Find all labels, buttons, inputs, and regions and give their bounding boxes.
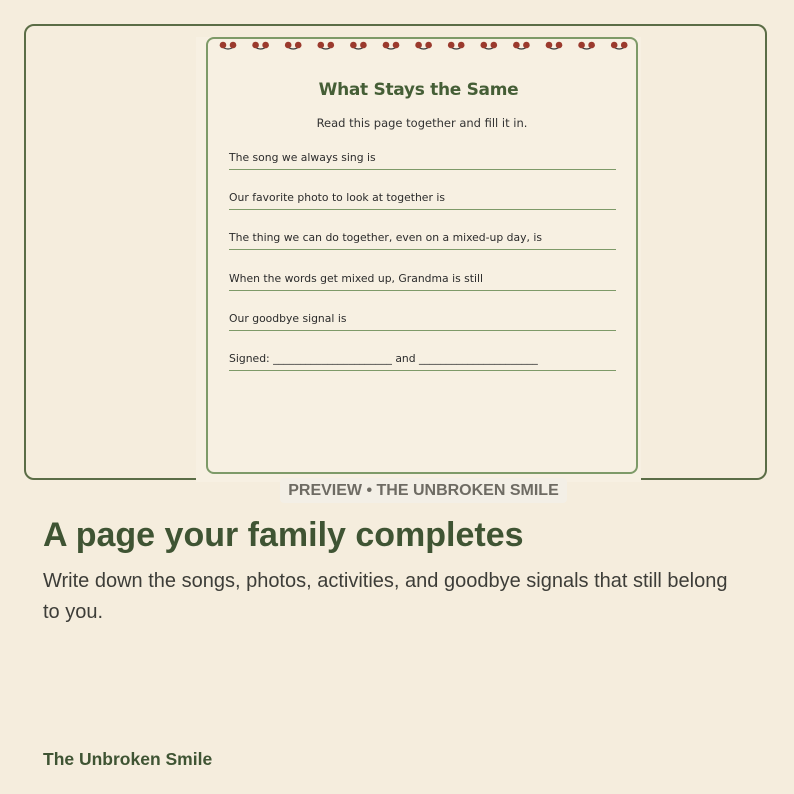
worksheet-title: What Stays the Same	[318, 80, 519, 100]
heart-garland-ornament	[578, 42, 595, 49]
heart-garland-ornament	[350, 42, 367, 49]
heart-garland-ornament	[383, 42, 400, 49]
headline: A page your family completes	[43, 516, 524, 554]
brand-name: The Unbroken Smile	[43, 749, 213, 769]
field-still: When the words get mixed up, Grandma is still	[229, 272, 616, 291]
preview-badge: PREVIEW • THE UNBROKEN SMILE	[280, 478, 567, 503]
heart-garland-ornament	[611, 42, 628, 49]
worksheet-subtitle: Read this page together and fill it in.	[316, 116, 528, 130]
worksheet-preview	[196, 37, 641, 499]
heart-garland-ornament	[546, 42, 563, 49]
field-song: The song we always sing is	[229, 151, 616, 170]
heart-garland-ornament	[415, 42, 432, 49]
heart-garland-ornament	[448, 42, 465, 49]
worksheet-border	[206, 37, 638, 474]
field-activity: The thing we can do together, even on a mixed-up day, is	[229, 231, 616, 250]
heart-garland-ornament	[220, 42, 237, 49]
preview-frame	[24, 24, 767, 499]
heart-garland-icon	[214, 39, 632, 57]
heart-garland-ornament	[513, 42, 530, 49]
field-photo: Our favorite photo to look at together is	[229, 191, 616, 210]
heart-garland-ornament	[285, 42, 302, 49]
heart-garland-ornament	[481, 42, 498, 49]
heart-garland-ornament	[252, 42, 269, 49]
description: Write down the songs, photos, activities, and goodbye signals that still belong to you.	[43, 570, 728, 623]
field-signed: Signed: ______________________ and ______________________	[229, 352, 616, 371]
field-goodbye-signal: Our goodbye signal is	[229, 312, 616, 331]
heart-garland-ornament	[318, 42, 335, 49]
